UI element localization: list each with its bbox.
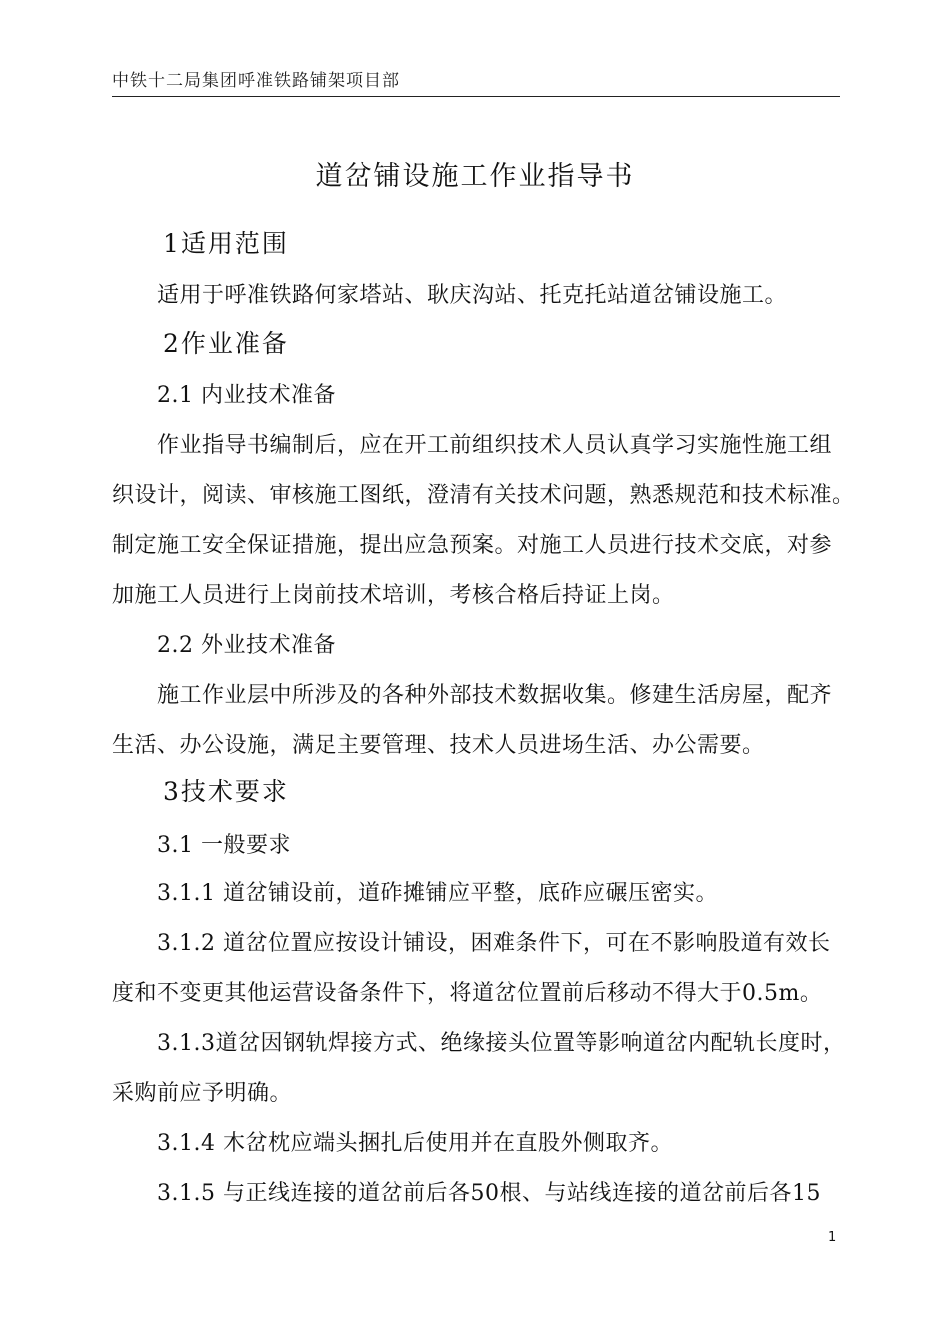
paragraph-line: 适用于呼准铁路何家塔站、耿庆沟站、托克托站道岔铺设施工。 xyxy=(157,283,788,308)
subheading-3-1: 3.1 一般要求 xyxy=(157,833,291,858)
paragraph-line: 作业指导书编制后，应在开工前组织技术人员认真学习实施性施工组 xyxy=(157,433,833,458)
document-title: 道岔铺设施工作业指导书 xyxy=(315,161,635,192)
paragraph-line: 3.1.4 木岔枕应端头捆扎后使用并在直股外侧取齐。 xyxy=(157,1131,673,1156)
paragraph-line: 度和不变更其他运营设备条件下，将道岔位置前后移动不得大于0.5m。 xyxy=(112,981,823,1006)
paragraph-line: 施工作业层中所涉及的各种外部技术数据收集。修建生活房屋，配齐 xyxy=(157,683,833,708)
paragraph-line: 制定施工安全保证措施，提出应急预案。对施工人员进行技术交底，对参 xyxy=(112,533,833,558)
paragraph-line: 生活、办公设施，满足主要管理、技术人员进场生活、办公需要。 xyxy=(112,733,765,758)
paragraph-line: 3.1.1 道岔铺设前，道砟摊铺应平整，底砟应碾压密实。 xyxy=(157,881,718,906)
page-number: 1 xyxy=(828,1230,837,1245)
header-org: 中铁十二局集团呼准铁路铺架项目部 xyxy=(112,71,400,91)
paragraph-line: 3.1.3道岔因钢轨焊接方式、绝缘接头位置等影响道岔内配轨长度时， xyxy=(157,1031,846,1056)
paragraph-line: 3.1.2 道岔位置应按设计铺设，困难条件下，可在不影响股道有效长 xyxy=(157,931,831,956)
heading-2: 2作业准备 xyxy=(163,329,289,358)
paragraph-line: 加施工人员进行上岗前技术培训，考核合格后持证上岗。 xyxy=(112,583,675,608)
paragraph-line: 织设计，阅读、审核施工图纸，澄清有关技术问题，熟悉规范和技术标准。 xyxy=(112,483,855,508)
paragraph-line: 采购前应予明确。 xyxy=(112,1081,293,1106)
subheading-2-1: 2.1 内业技术准备 xyxy=(157,383,336,408)
subheading-2-2: 2.2 外业技术准备 xyxy=(157,633,336,658)
page-header xyxy=(112,66,840,97)
paragraph-line: 3.1.5 与正线连接的道岔前后各50根、与站线连接的道岔前后各15 xyxy=(157,1181,821,1206)
heading-1: 1适用范围 xyxy=(163,229,289,258)
heading-3: 3技术要求 xyxy=(163,777,289,806)
